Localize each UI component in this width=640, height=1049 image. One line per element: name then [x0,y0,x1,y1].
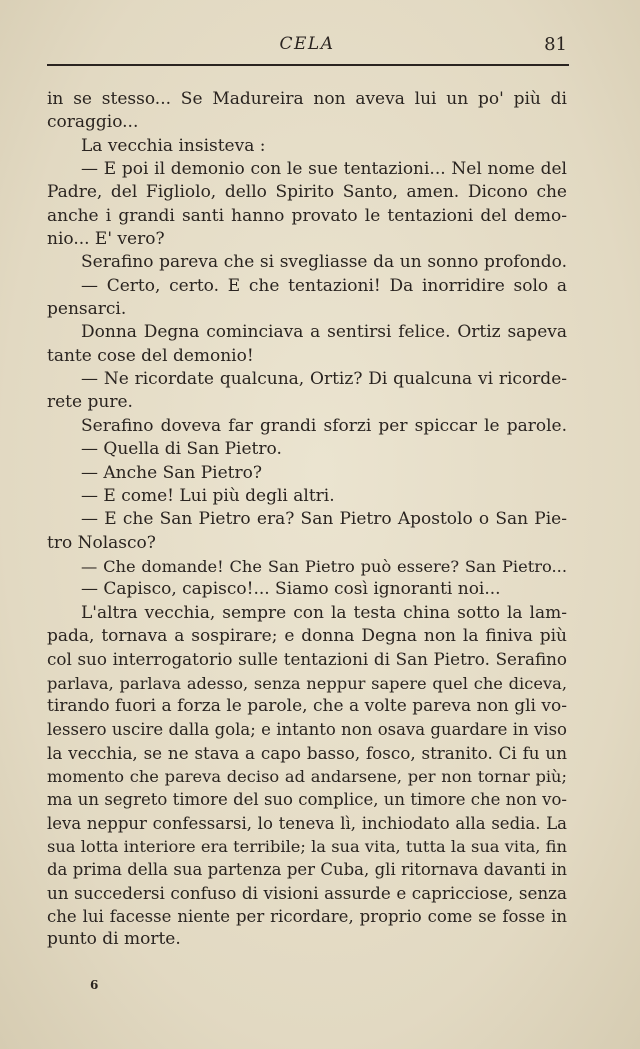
text-line: momento che pareva deciso ad andarsene, per non tornar più; [47,766,567,786]
text-line: parlava, parlava adesso, senza neppur sapere quel che diceva, [47,673,567,693]
text-line: in se stesso... Se Madureira non aveva lui un po' più di [47,89,567,109]
text-line: leva neppur confessarsi, lo teneva lì, inchiodato alla sedia. La [47,813,567,833]
text-line: Serafino doveva far grandi sforzi per spiccar le parole. [81,415,567,436]
text-line: — E poi il demonio con le sue tentazioni... Nel nome del [81,159,567,180]
text-line: tirando fuori a forza le parole, che a volte pareva non gli vo- [47,695,567,716]
text-line: pensarci. [47,299,127,320]
text-line: un succedersi confuso di visioni assurde e capricciose, senza [47,882,567,903]
text-line: tro Nolasco? [47,532,156,553]
text-line: la vecchia, se ne stava a capo basso, fosco, stranito. Ci fu un [47,742,567,763]
text-line: ma un segreto timore del suo complice, un timore che non vo- [47,790,567,810]
text-line: — Che domande! Che San Pietro può essere? San Pietro... [81,556,567,576]
text-line: col suo interrogatorio sulle tentazioni di San Pietro. Serafino [47,649,567,670]
text-line: — E che San Pietro era? San Pietro Apostolo o San Pie- [81,509,567,530]
text-line: — Capisco, capisco!... Siamo così ignoranti noi... [81,579,501,600]
text-line: — Ne ricordate qualcuna, Ortiz? Di qualcuna vi ricorde- [81,369,567,390]
text-line: — Quella di San Pietro. [81,439,282,460]
text-line: — E come! Lui più degli altri. [81,485,335,506]
text-line: coraggio... [47,112,139,133]
text-line: Serafino pareva che si svegliasse da un sonno profondo. [81,252,567,273]
text-line: Padre, del Figliolo, dello Spirito Santo, amen. Dicono che [47,182,567,203]
text-line: rete pure. [47,392,133,413]
text-line: Donna Degna cominciava a sentirsi felice. Ortiz sapeva [81,322,567,343]
running-head: CELA [279,34,335,54]
text-line: tante cose del demonio! [47,345,254,366]
text-line: nio... E' vero? [47,229,165,250]
text-line: pada, tornava a sospirare; e donna Degna non la finiva più [47,625,567,646]
text-line: da prima della sua partenza per Cuba, gli ritornava davanti in [47,860,567,880]
text-line: sua lotta interiore era terribile; la sua vita, tutta la sua vita, fin [47,837,567,856]
text-line: — Certo, certo. E che tentazioni! Da inorridire solo a [81,275,567,296]
page-header [47,34,567,54]
text-line: anche i grandi santi hanno provato le tentazioni del demo- [47,205,567,226]
signature-mark: 6 [90,978,99,992]
text-line: lessero uscire dalla gola; e intanto non osava guardare in viso [47,720,567,740]
body-text [47,88,567,952]
text-line: che lui facesse niente per ricordare, proprio come se fosse in [47,907,567,927]
text-line: La vecchia insisteva : [81,135,266,156]
header-rule [47,64,569,66]
page-number: 81 [544,34,567,55]
text-line: — Anche San Pietro? [81,462,262,483]
text-line: L'altra vecchia, sempre con la testa china sotto la lam- [81,602,567,623]
text-line: punto di morte. [47,929,181,950]
